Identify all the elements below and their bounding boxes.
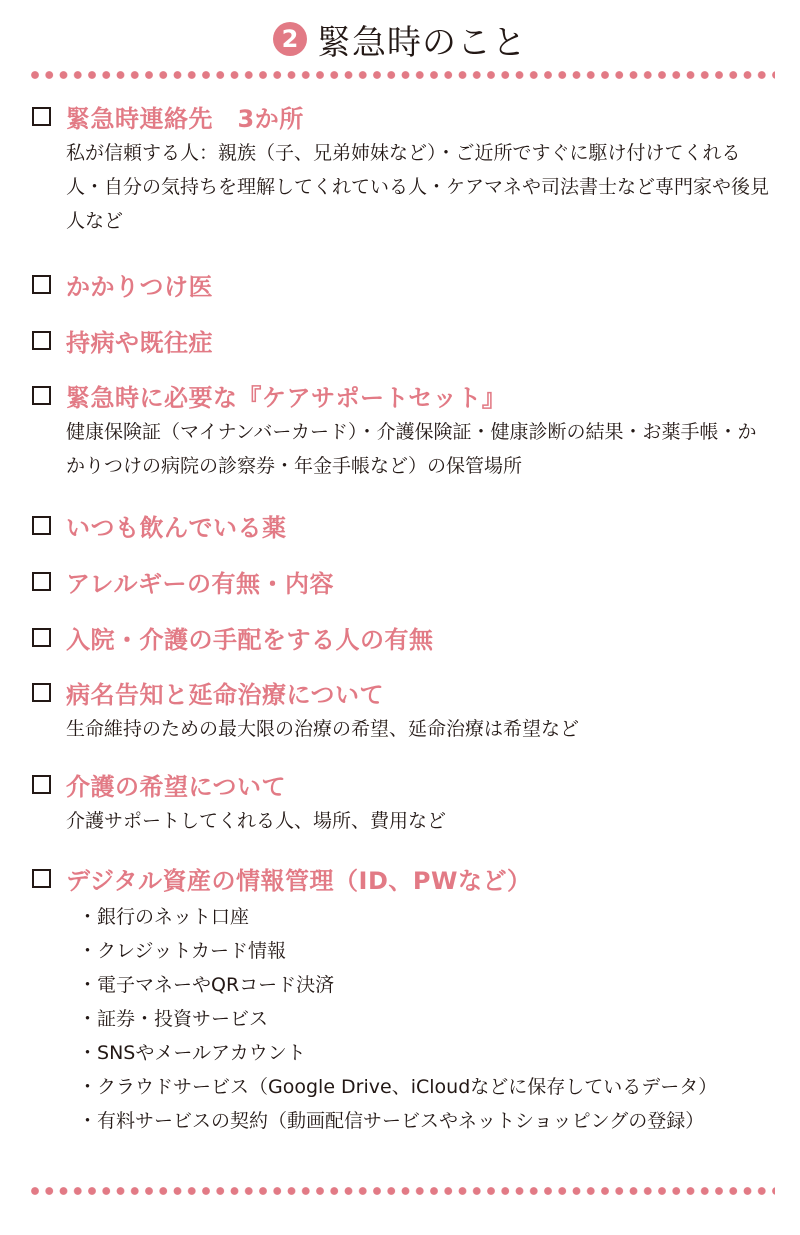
item-label: 介護の希望について bbox=[66, 772, 287, 801]
checklist-item-regular-medicine bbox=[32, 509, 777, 541]
checkbox[interactable] bbox=[32, 869, 51, 888]
list-item: ・ SNSやメールアカウント bbox=[78, 1036, 777, 1070]
section-number-badge: 2 bbox=[273, 22, 307, 56]
list-item: ・ クラウドサービス（Google Drive、iCloudなどに保存しているデータ） bbox=[78, 1070, 777, 1104]
dotted-divider-top bbox=[30, 70, 775, 80]
list-item: ・ クレジットカード情報 bbox=[78, 934, 777, 968]
item-label: いつも飲んでいる薬 bbox=[66, 513, 287, 542]
checklist-item-medical-history bbox=[32, 324, 777, 356]
item-description: 健康保険証（マイナンバーカード）・介護保険証・健康診断の結果・お薬手帳・かかりつけの病院の診察券・年金手帳など）の保管場所 bbox=[66, 421, 757, 477]
item-description: 介護サポートしてくれる人、場所、費用など bbox=[66, 810, 447, 832]
dotted-divider-bottom bbox=[30, 1186, 775, 1196]
checklist-item-care-support-set bbox=[32, 379, 777, 483]
item-label: アレルギーの有無・内容 bbox=[66, 569, 334, 598]
item-label: 持病や既往症 bbox=[66, 328, 213, 357]
checkbox[interactable] bbox=[32, 628, 51, 647]
checklist-item-family-doctor bbox=[32, 268, 777, 300]
checkbox[interactable] bbox=[32, 516, 51, 535]
checklist-item-allergies bbox=[32, 565, 777, 597]
checkbox[interactable] bbox=[32, 683, 51, 702]
item-description: 生命維持のための最大限の治療の希望、延命治療は希望など bbox=[66, 718, 580, 740]
item-description: 私が信頼する人：親族（子、兄弟姉妹など）・ご近所ですぐに駆け付けてくれる人・自分の気持ちを理解してくれている人・ケアマネや司法書士など専門家や後見人など bbox=[66, 142, 770, 232]
section-title: 緊急時のこと bbox=[317, 22, 527, 63]
list-item: ・ 銀行のネット口座 bbox=[78, 900, 777, 934]
item-label: 緊急時連絡先 3か所 bbox=[66, 104, 304, 133]
digital-assets-list bbox=[78, 900, 777, 1138]
checklist-item-digital-assets bbox=[32, 862, 777, 1138]
checkbox[interactable] bbox=[32, 107, 51, 126]
item-label: 緊急時に必要な『ケアサポートセット』 bbox=[66, 383, 507, 412]
item-label: かかりつけ医 bbox=[66, 272, 213, 301]
checkbox[interactable] bbox=[32, 386, 51, 405]
checklist-item-emergency-contacts bbox=[32, 100, 777, 238]
checklist-item-care-wishes bbox=[32, 768, 777, 838]
checklist-item-diagnosis-life-support bbox=[32, 676, 777, 746]
checkbox[interactable] bbox=[32, 331, 51, 350]
list-item: ・ 電子マネーやQRコード決済 bbox=[78, 968, 777, 1002]
list-item: ・ 証券・投資サービス bbox=[78, 1002, 777, 1036]
checkbox[interactable] bbox=[32, 572, 51, 591]
checklist-item-care-arranger bbox=[32, 621, 777, 653]
item-label: 入院・介護の手配をする人の有無 bbox=[66, 625, 434, 654]
item-label: 病名告知と延命治療について bbox=[66, 680, 385, 709]
list-item: ・ 有料サービスの契約（動画配信サービスやネットショッピングの登録） bbox=[78, 1104, 777, 1138]
checkbox[interactable] bbox=[32, 775, 51, 794]
item-label: デジタル資産の情報管理（ID、PWなど） bbox=[66, 866, 532, 895]
checkbox[interactable] bbox=[32, 275, 51, 294]
section-header bbox=[0, 14, 800, 64]
